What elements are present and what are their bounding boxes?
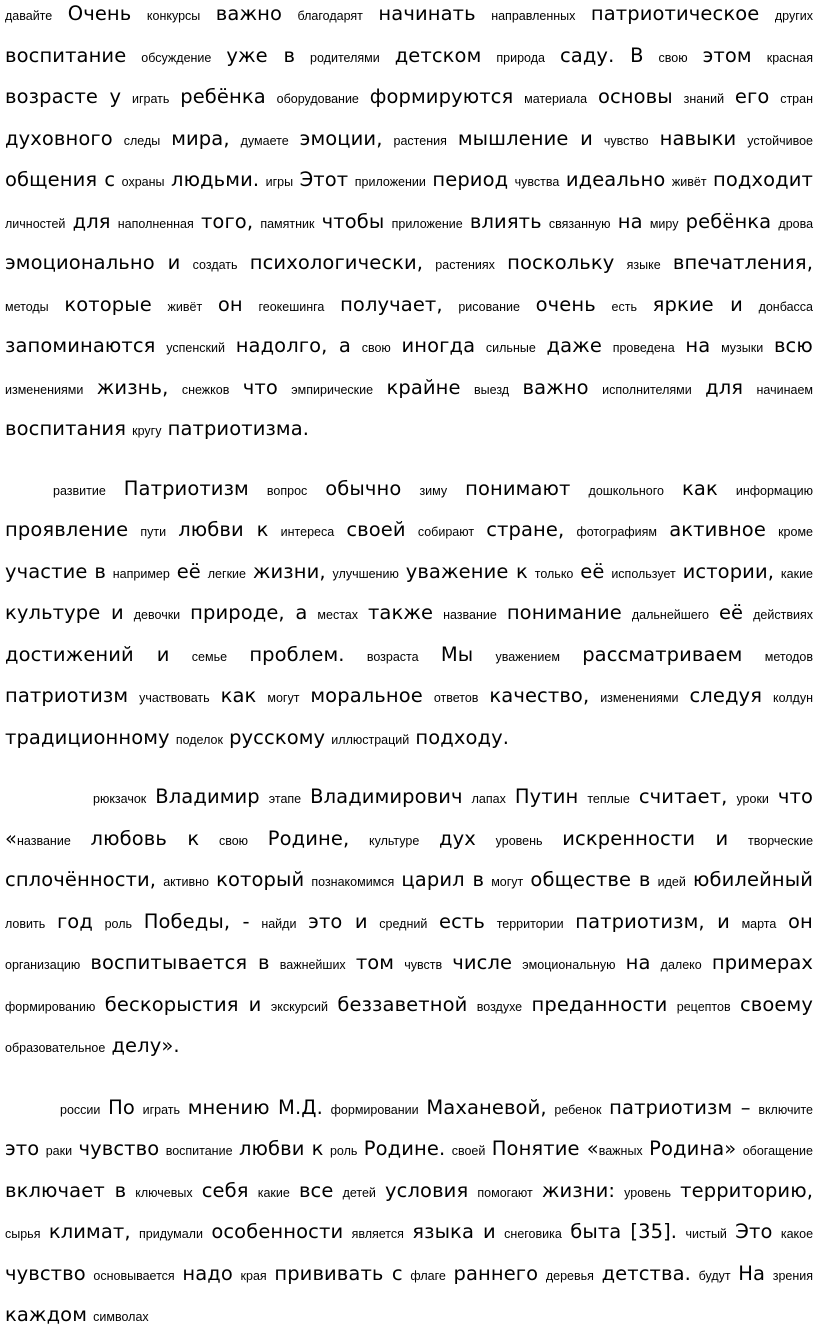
inserted-word: организацию bbox=[5, 958, 81, 972]
inserted-word: памятник bbox=[260, 216, 315, 231]
text-word: Владимирович bbox=[310, 785, 463, 808]
text-word: На bbox=[738, 1261, 766, 1285]
text-word: Очень bbox=[67, 2, 132, 25]
inserted-word: поделок bbox=[175, 732, 223, 747]
text-word: моральное bbox=[310, 684, 423, 707]
inserted-word: уроки bbox=[736, 792, 769, 806]
inserted-word: название bbox=[17, 833, 71, 848]
inserted-word: какие bbox=[257, 1185, 290, 1200]
text-word: условия bbox=[385, 1178, 469, 1202]
inserted-word: собирают bbox=[417, 525, 475, 539]
text-word: Маханевой, bbox=[426, 1095, 547, 1119]
text-word: своей bbox=[346, 518, 406, 541]
inserted-word: приложении bbox=[354, 175, 426, 189]
text-word: быта [35]. bbox=[570, 1220, 678, 1243]
paragraph-1 bbox=[5, 0, 813, 451]
text-word: это и bbox=[308, 909, 368, 933]
inserted-word: знаний bbox=[683, 92, 725, 106]
text-word: на bbox=[625, 951, 651, 974]
inserted-word: рисование bbox=[458, 299, 520, 314]
inserted-word: улучшению bbox=[332, 566, 399, 581]
inserted-word: уровень bbox=[624, 1185, 672, 1200]
inserted-word: проведена bbox=[612, 341, 675, 355]
inserted-word: детей bbox=[342, 1185, 376, 1200]
text-word: себя bbox=[201, 1178, 249, 1202]
inserted-word: давайте bbox=[5, 9, 53, 23]
inserted-word: местах bbox=[317, 608, 358, 622]
text-word: начинать bbox=[378, 2, 476, 25]
text-word: иногда bbox=[401, 334, 476, 357]
text-word: « bbox=[5, 826, 18, 850]
inserted-word: материала bbox=[524, 92, 588, 106]
text-word: год bbox=[56, 909, 93, 933]
text-word: навыки bbox=[659, 126, 737, 150]
inserted-word: фотографиям bbox=[576, 525, 658, 539]
text-word: этом bbox=[702, 43, 752, 67]
text-word: общения с bbox=[5, 168, 116, 191]
inserted-word: играть bbox=[131, 92, 170, 106]
text-word: своему bbox=[739, 992, 813, 1016]
text-word: это bbox=[5, 1137, 40, 1160]
text-word: языка и bbox=[412, 1220, 496, 1243]
inserted-word: символах bbox=[93, 1310, 149, 1324]
inserted-word: изменениями bbox=[5, 382, 84, 397]
inserted-word: интереса bbox=[280, 525, 335, 539]
text-word: жизни: bbox=[541, 1178, 616, 1202]
inserted-word: растения bbox=[393, 133, 447, 148]
text-word: эмоционально и bbox=[5, 251, 181, 274]
text-word: важно bbox=[522, 375, 589, 399]
inserted-word: свою bbox=[218, 833, 249, 848]
inserted-word: деревья bbox=[545, 1268, 594, 1283]
text-word: ребёнка bbox=[685, 209, 772, 233]
text-word: любви к bbox=[238, 1137, 324, 1160]
paragraph-3 bbox=[5, 777, 813, 1068]
text-word: понимают bbox=[465, 476, 571, 500]
text-word: любовь к bbox=[90, 826, 200, 850]
inserted-word: воспитание bbox=[165, 1144, 233, 1158]
text-word: который bbox=[216, 868, 305, 891]
inserted-word: снежков bbox=[181, 382, 230, 397]
text-word: прививать с bbox=[274, 1261, 403, 1285]
text-word: он bbox=[217, 292, 243, 316]
inserted-word: уровень bbox=[495, 833, 543, 848]
inserted-word: образовательное bbox=[5, 1041, 106, 1055]
inserted-word: миру bbox=[649, 216, 679, 231]
text-word: для bbox=[705, 375, 744, 399]
inserted-word: познакомимся bbox=[311, 875, 395, 889]
text-word: его bbox=[734, 85, 770, 108]
inserted-word: марта bbox=[741, 916, 777, 931]
inserted-word: связанную bbox=[548, 216, 611, 231]
inserted-word: благодарят bbox=[297, 9, 363, 23]
inserted-word: помогают bbox=[477, 1185, 533, 1200]
inserted-word: развитие bbox=[53, 483, 106, 498]
inserted-word: например bbox=[112, 566, 170, 581]
text-word: формируются bbox=[369, 85, 514, 108]
inserted-word: творческие bbox=[748, 833, 814, 848]
text-word: качество, bbox=[489, 684, 590, 707]
text-word: даже bbox=[546, 334, 602, 357]
text-word: Мы bbox=[440, 642, 474, 666]
text-word: он bbox=[788, 909, 813, 933]
inserted-word: колдун bbox=[772, 691, 813, 705]
inserted-word: конкурсы bbox=[146, 9, 201, 23]
inserted-word: средний bbox=[379, 916, 428, 931]
text-word: включает в bbox=[5, 1178, 127, 1202]
inserted-word: этапе bbox=[268, 792, 302, 806]
text-word: территорию, bbox=[680, 1178, 814, 1202]
inserted-word: чувство bbox=[603, 133, 649, 148]
text-word: её bbox=[176, 559, 201, 583]
text-word: проблем. bbox=[249, 642, 345, 666]
inserted-word: начинаем bbox=[756, 382, 813, 397]
inserted-word: россии bbox=[60, 1102, 101, 1117]
text-word: том bbox=[355, 951, 395, 974]
text-word: обычно bbox=[325, 476, 402, 500]
inserted-word: охраны bbox=[121, 175, 165, 189]
inserted-word: родителями bbox=[310, 50, 380, 65]
text-word: каждом bbox=[5, 1303, 88, 1326]
text-word: запоминаются bbox=[5, 334, 156, 357]
text-word: поскольку bbox=[507, 251, 615, 274]
inserted-word: далеко bbox=[660, 958, 702, 972]
inserted-word: исполнителями bbox=[602, 382, 692, 397]
inserted-word: красная bbox=[766, 50, 813, 65]
text-word: юбилейный bbox=[693, 868, 813, 891]
text-word: патриотизм bbox=[5, 684, 129, 707]
text-word: патриотизма. bbox=[167, 417, 310, 440]
inserted-word: ловить bbox=[5, 916, 46, 931]
inserted-word: важных bbox=[598, 1144, 643, 1158]
inserted-word: направленных bbox=[491, 9, 576, 23]
text-word: уважение к bbox=[405, 559, 528, 583]
text-word: ребёнка bbox=[180, 85, 266, 108]
inserted-word: кроме bbox=[778, 525, 813, 539]
text-word: беззаветной bbox=[337, 992, 468, 1016]
text-word: жизни, bbox=[252, 559, 326, 583]
text-word: важно bbox=[215, 2, 282, 25]
inserted-word: обогащение bbox=[742, 1144, 813, 1158]
text-word: царил в bbox=[401, 868, 485, 891]
text-word: жизнь, bbox=[96, 375, 169, 399]
text-word: мира, bbox=[171, 126, 230, 150]
text-word: того, bbox=[200, 209, 254, 233]
text-word: на bbox=[685, 334, 711, 357]
paragraph-4 bbox=[5, 1088, 813, 1337]
text-word: обществе в bbox=[530, 868, 651, 891]
text-word: для bbox=[72, 209, 111, 233]
text-word: патриотизм, и bbox=[575, 909, 730, 933]
text-word: мнению М.Д. bbox=[187, 1095, 323, 1119]
text-word: психологически, bbox=[249, 251, 424, 274]
text-word: как bbox=[682, 476, 718, 500]
text-word: что bbox=[777, 785, 814, 808]
inserted-word: стран bbox=[780, 92, 813, 106]
inserted-word: кругу bbox=[132, 424, 162, 438]
inserted-word: живёт bbox=[167, 299, 203, 314]
inserted-word: чувств bbox=[404, 958, 443, 972]
inserted-word: методов bbox=[764, 649, 814, 664]
text-word: надолго, а bbox=[235, 334, 351, 357]
paragraph-2 bbox=[5, 469, 813, 760]
text-word: стране, bbox=[486, 518, 565, 541]
inserted-word: будут bbox=[698, 1268, 731, 1283]
text-word: саду. В bbox=[559, 43, 644, 67]
text-word: которые bbox=[64, 292, 152, 316]
inserted-word: ответов bbox=[433, 691, 479, 705]
text-word: любви к bbox=[178, 518, 269, 541]
text-word: подходит bbox=[713, 168, 813, 191]
inserted-word: оборудование bbox=[276, 92, 359, 106]
inserted-word: методы bbox=[5, 299, 49, 314]
inserted-word: рецептов bbox=[676, 999, 731, 1014]
inserted-word: снеговика bbox=[504, 1227, 562, 1241]
text-word: всю bbox=[773, 334, 813, 357]
inserted-word: активно bbox=[163, 875, 209, 889]
inserted-word: вопрос bbox=[266, 483, 308, 498]
text-word: По bbox=[108, 1095, 135, 1119]
inserted-word: основывается bbox=[93, 1268, 175, 1283]
text-word: понимание bbox=[506, 601, 622, 624]
inserted-word: природа bbox=[496, 50, 545, 65]
text-word: чтобы bbox=[321, 209, 385, 233]
inserted-word: название bbox=[443, 608, 497, 622]
text-word: патриотизм – bbox=[609, 1095, 751, 1119]
inserted-word: свою bbox=[658, 50, 688, 65]
inserted-word: свою bbox=[361, 341, 391, 355]
document-page bbox=[5, 0, 813, 1337]
inserted-word: зиму bbox=[419, 483, 448, 498]
inserted-word: формированию bbox=[5, 999, 96, 1014]
text-word: идеально bbox=[565, 168, 666, 191]
inserted-word: легкие bbox=[207, 566, 246, 581]
inserted-word: других bbox=[774, 9, 814, 23]
inserted-word: изменениями bbox=[600, 691, 679, 705]
text-word: достижений и bbox=[5, 642, 170, 666]
inserted-word: культуре bbox=[369, 833, 420, 848]
inserted-word: успенский bbox=[166, 341, 225, 355]
inserted-word: включите bbox=[758, 1102, 813, 1117]
inserted-word: донбасса bbox=[758, 299, 813, 314]
text-word: Патриотизм bbox=[123, 476, 249, 500]
text-word: рассматриваем bbox=[582, 642, 743, 666]
text-word: на bbox=[617, 209, 643, 233]
text-word: также bbox=[367, 601, 434, 624]
inserted-word: теплые bbox=[587, 792, 630, 806]
inserted-word: играть bbox=[142, 1102, 181, 1117]
text-word: яркие и bbox=[652, 292, 743, 316]
text-word: особенности bbox=[211, 1220, 344, 1243]
inserted-word: лапах bbox=[471, 792, 506, 806]
text-word: воспитывается в bbox=[90, 951, 270, 974]
inserted-word: музыки bbox=[721, 341, 764, 355]
inserted-word: есть bbox=[611, 299, 637, 314]
inserted-word: думаете bbox=[240, 133, 289, 148]
text-word: её bbox=[580, 559, 605, 583]
inserted-word: своей bbox=[451, 1144, 486, 1158]
inserted-word: дальнейшего bbox=[631, 608, 709, 622]
inserted-word: уважением bbox=[495, 649, 560, 664]
text-word: Владимир bbox=[155, 785, 260, 808]
text-word: мышление и bbox=[457, 126, 593, 150]
text-word: делу». bbox=[111, 1034, 180, 1057]
inserted-word: раки bbox=[45, 1144, 73, 1158]
text-word: традиционному bbox=[5, 725, 170, 749]
inserted-word: языке bbox=[626, 258, 661, 272]
inserted-word: найди bbox=[261, 916, 297, 931]
inserted-word: флаге bbox=[410, 1268, 446, 1283]
inserted-word: действиях bbox=[753, 608, 813, 622]
inserted-word: игры bbox=[265, 175, 294, 189]
text-word: влиять bbox=[469, 209, 542, 233]
inserted-word: возраста bbox=[366, 649, 419, 664]
text-word: как bbox=[220, 684, 257, 707]
text-word: раннего bbox=[453, 1261, 539, 1285]
text-word: преданности bbox=[531, 992, 668, 1016]
text-word: дух bbox=[439, 826, 476, 850]
inserted-word: приложение bbox=[391, 216, 463, 231]
inserted-word: могут bbox=[267, 691, 300, 705]
inserted-word: является bbox=[351, 1227, 404, 1241]
text-word: истории, bbox=[682, 559, 775, 583]
inserted-word: растениях bbox=[435, 258, 495, 272]
inserted-word: территории bbox=[496, 916, 564, 931]
text-word: числе bbox=[452, 951, 513, 974]
text-word: примерах bbox=[711, 951, 814, 974]
inserted-word: дошкольного bbox=[588, 483, 664, 498]
text-word: искренности и bbox=[562, 826, 729, 850]
inserted-word: зрения bbox=[772, 1268, 814, 1283]
inserted-word: формировании bbox=[330, 1102, 419, 1117]
text-word: чувство bbox=[5, 1261, 86, 1285]
text-word: воспитание bbox=[5, 43, 127, 67]
inserted-word: роль bbox=[104, 916, 133, 931]
text-word: климат, bbox=[48, 1220, 131, 1243]
inserted-word: семье bbox=[191, 649, 228, 664]
inserted-word: рюкзачок bbox=[93, 792, 147, 806]
inserted-word: участвовать bbox=[139, 691, 210, 705]
text-word: чувство bbox=[78, 1137, 160, 1160]
inserted-word: воздухе bbox=[476, 999, 523, 1014]
inserted-word: использует bbox=[611, 566, 676, 581]
inserted-word: наполненная bbox=[117, 216, 194, 231]
text-word: есть bbox=[439, 909, 485, 933]
text-word: основы bbox=[597, 85, 673, 108]
inserted-word: роль bbox=[329, 1144, 358, 1158]
text-word: патриотическое bbox=[590, 2, 760, 25]
text-word: Этот bbox=[299, 168, 349, 191]
inserted-word: информацию bbox=[735, 483, 813, 498]
inserted-word: могут bbox=[491, 875, 524, 889]
inserted-word: сильные bbox=[485, 341, 536, 355]
text-word: считает, bbox=[638, 785, 728, 808]
text-word: период bbox=[432, 168, 509, 191]
inserted-word: личностей bbox=[5, 216, 66, 231]
text-word: Победы, - bbox=[143, 909, 250, 933]
inserted-word: девочки bbox=[133, 608, 181, 622]
text-word: очень bbox=[535, 292, 596, 316]
inserted-word: дрова bbox=[778, 216, 814, 231]
text-word: её bbox=[718, 601, 744, 624]
text-word: все bbox=[298, 1178, 334, 1202]
inserted-word: создать bbox=[192, 258, 238, 272]
text-word: крайне bbox=[386, 375, 461, 399]
text-word: в bbox=[94, 559, 106, 583]
text-word: Понятие « bbox=[491, 1137, 599, 1160]
text-word: русскому bbox=[229, 725, 326, 749]
inserted-word: живёт bbox=[671, 175, 707, 189]
text-word: следуя bbox=[689, 684, 763, 707]
inserted-word: выезд bbox=[474, 382, 510, 397]
inserted-word: важнейших bbox=[279, 958, 346, 972]
text-word: участие bbox=[5, 559, 88, 583]
text-word: эмоции, bbox=[299, 126, 383, 150]
text-word: активное bbox=[669, 518, 766, 541]
inserted-word: сырья bbox=[5, 1227, 41, 1241]
inserted-word: какое bbox=[780, 1227, 814, 1241]
inserted-word: эмоциональную bbox=[522, 958, 616, 972]
text-word: уже в bbox=[226, 43, 296, 67]
inserted-word: чистый bbox=[685, 1227, 727, 1241]
inserted-word: экскурсий bbox=[270, 999, 328, 1014]
text-word: возрасте у bbox=[5, 85, 122, 108]
inserted-word: идей bbox=[657, 875, 686, 889]
text-word: надо bbox=[182, 1261, 233, 1285]
text-word: Родина» bbox=[649, 1137, 737, 1160]
text-word: Родине. bbox=[363, 1137, 446, 1160]
inserted-word: геокешинга bbox=[258, 299, 325, 314]
inserted-word: чувства bbox=[514, 175, 560, 189]
inserted-word: следы bbox=[123, 133, 161, 148]
text-word: подходу. bbox=[415, 725, 510, 749]
inserted-word: края bbox=[240, 1268, 267, 1283]
text-word: людьми. bbox=[171, 168, 260, 191]
text-word: природе, а bbox=[190, 601, 308, 624]
text-word: Родине, bbox=[267, 826, 350, 850]
text-word: Это bbox=[735, 1220, 773, 1243]
text-word: Путин bbox=[514, 785, 579, 808]
text-word: впечатления, bbox=[672, 251, 813, 274]
inserted-word: эмпирические bbox=[291, 382, 374, 397]
inserted-word: обсуждение bbox=[141, 50, 212, 65]
text-word: получает, bbox=[340, 292, 443, 316]
inserted-word: ключевых bbox=[135, 1185, 193, 1200]
inserted-word: устойчивое bbox=[747, 133, 813, 148]
inserted-word: только bbox=[534, 566, 574, 581]
inserted-word: иллюстраций bbox=[331, 732, 410, 747]
inserted-word: пути bbox=[140, 525, 167, 539]
text-word: культуре и bbox=[5, 601, 124, 624]
text-word: духовного bbox=[5, 126, 113, 150]
text-word: воспитания bbox=[5, 417, 127, 440]
inserted-word: ребенок bbox=[554, 1102, 602, 1117]
text-word: проявление bbox=[5, 518, 129, 541]
text-word: детства. bbox=[601, 1261, 691, 1285]
text-word: что bbox=[242, 375, 278, 399]
inserted-word: какие bbox=[780, 566, 814, 581]
text-word: сплочённости, bbox=[5, 868, 157, 891]
text-word: детском bbox=[394, 43, 482, 67]
text-word: бескорыстия и bbox=[104, 992, 262, 1016]
inserted-word: придумали bbox=[139, 1227, 203, 1241]
